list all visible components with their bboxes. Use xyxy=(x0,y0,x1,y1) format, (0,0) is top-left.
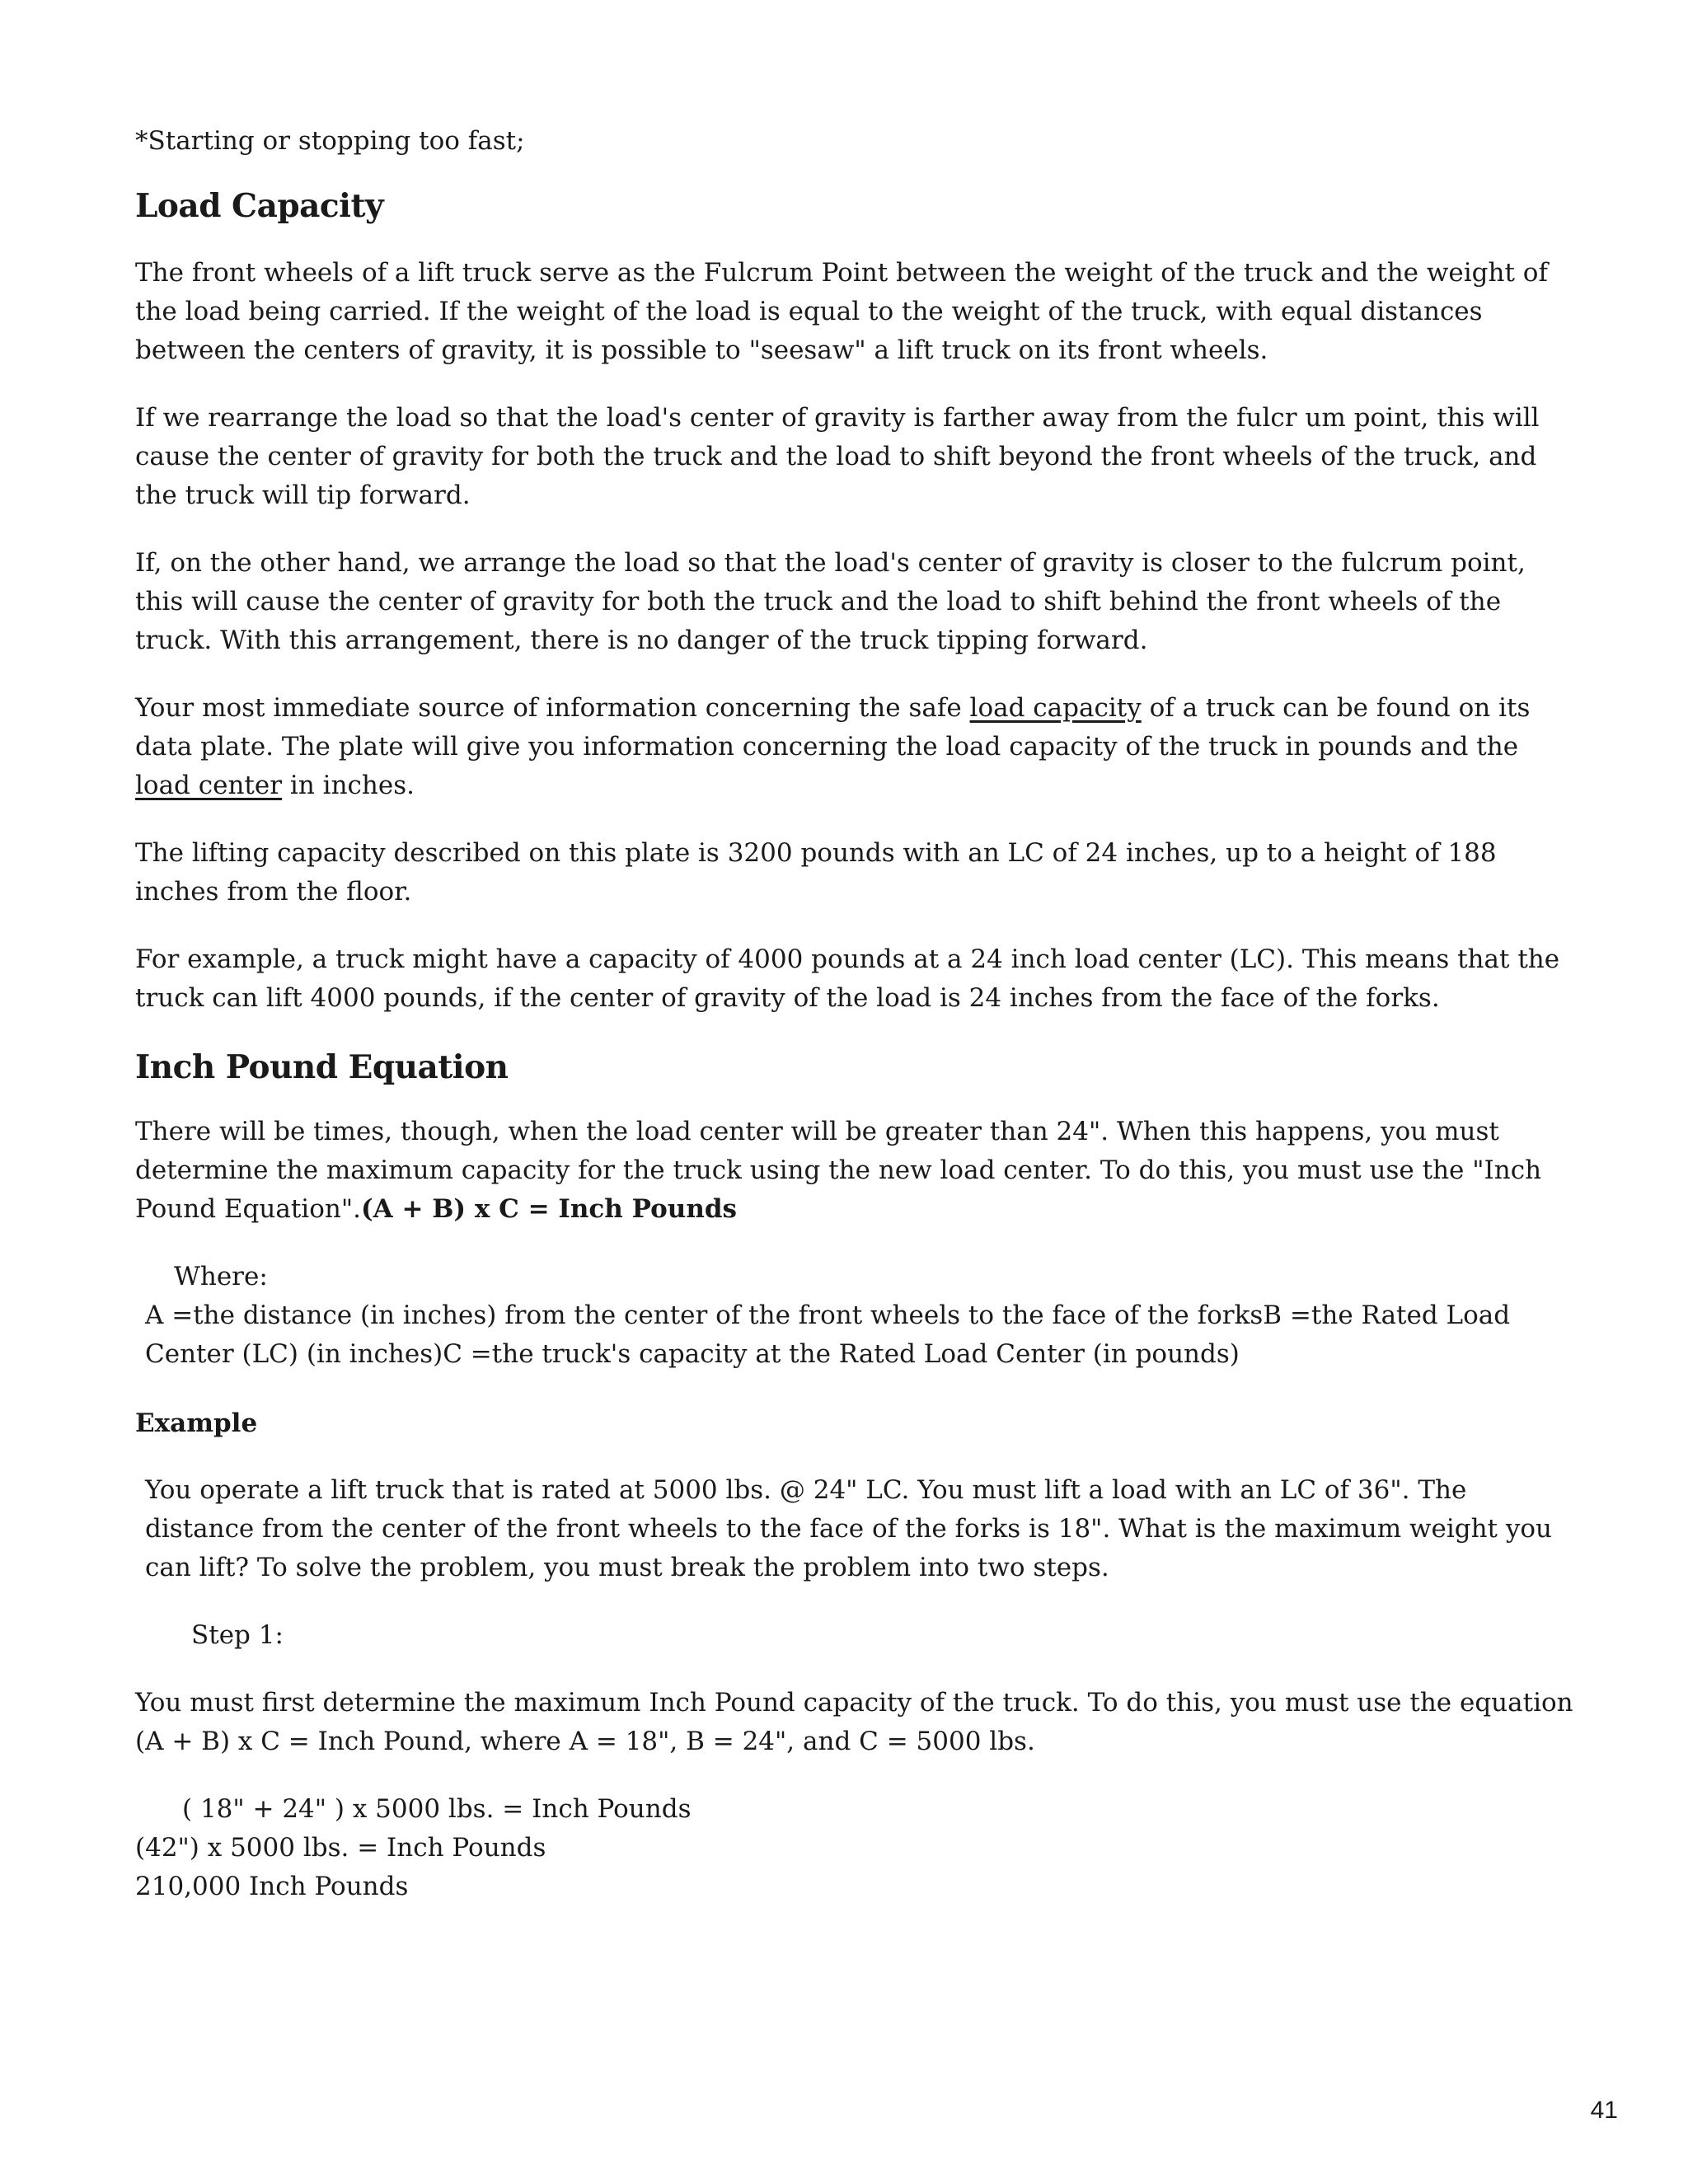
farther-paragraph: If we rearrange the load so that the load's center of gravity is farther away from the fulcr um point, this will cause the center of gravity for both the truck and the load to shift beyond the front wheels of the truck, and the truck will tip forward. xyxy=(135,403,1540,510)
data-plate-text-c: in inches. xyxy=(282,771,415,800)
step-1-label: Step 1: xyxy=(191,1620,284,1650)
inch-pound-text: There will be times, though, when the load center will be greater than 24". When this happens, you must determine the maximum capacity for the truck using the new load center. To do this, you must use the "Inch Pound Equation". xyxy=(135,1117,1542,1224)
step-1-body: You must first determine the maximum Inch Pound capacity of the truck. To do this, you must use the equation (A + B) x C = Inch Pound, where A = 18", B = 24", and C = 5000 lbs. xyxy=(135,1688,1573,1756)
data-plate-text-b: of a truck can be found on its data plate. The plate will give you information concerning the load capacity of the truck in pounds and the xyxy=(135,693,1531,762)
data-plate-paragraph xyxy=(135,689,1578,805)
variable-definitions: A =the distance (in inches) from the center of the front wheels to the face of the forksB =the Rated Load Center (LC) (in inches)C =the truck's capacity at the Rated Load Center (in pounds) xyxy=(145,1301,1511,1369)
lifting-capacity-paragraph: The lifting capacity described on this plate is 3200 pounds with an LC of 24 inches, up to a height of 188 inches from the floor. xyxy=(135,838,1497,907)
calc-line: ( 18" + 24" ) x 5000 lbs. = Inch Pounds xyxy=(182,1794,692,1824)
calc-line: (42") x 5000 lbs. = Inch Pounds xyxy=(135,1833,546,1863)
load-capacity-link[interactable]: load capacity xyxy=(969,693,1142,723)
inch-pound-equation: (A + B) x C = Inch Pounds xyxy=(360,1194,737,1224)
fulcrum-paragraph: The front wheels of a lift truck serve as the Fulcrum Point between the weight of the truck and the weight of the load being carried. If the weight of the load is equal to the weight of the truck, with equal distances between the centers of gravity, it is possible to "seesaw" a lift truck on its front wheels. xyxy=(135,258,1548,365)
example-body: You operate a lift truck that is rated at 5000 lbs. @ 24" LC. You must lift a load with an LC of 36". The distance from the center of the front wheels to the face of the forks is 18". What is the maximum weight you can lift? To solve the problem, you must break the problem into two steps. xyxy=(145,1475,1553,1582)
where-label: Where: xyxy=(174,1262,268,1291)
inch-pound-paragraph xyxy=(135,1113,1578,1229)
closer-paragraph: If, on the other hand, we arrange the load so that the load's center of gravity is closer to the fulcrum point, this will cause the center of gravity for both the truck and the load to shift behind the front wheels of the truck. With this arrangement, there is no danger of the truck tipping forward. xyxy=(135,548,1526,655)
inch-pound-heading: Inch Pound Equation xyxy=(135,1048,509,1086)
example-title: Example xyxy=(135,1408,258,1438)
load-center-link[interactable]: load center xyxy=(135,771,283,800)
document-page xyxy=(135,122,1578,1906)
calc-line: 210,000 Inch Pounds xyxy=(135,1872,409,1901)
intro-text: *Starting or stopping too fast; xyxy=(135,126,525,156)
page-number: 41 xyxy=(1590,2097,1618,2124)
load-capacity-heading: Load Capacity xyxy=(135,187,384,225)
data-plate-text-a: Your most immediate source of information concerning the safe xyxy=(135,693,970,723)
example-capacity-paragraph: For example, a truck might have a capacity of 4000 pounds at a 24 inch load center (LC). This means that the truck can lift 4000 pounds, if the center of gravity of the load is 24 inches from the face of the forks. xyxy=(135,944,1560,1013)
